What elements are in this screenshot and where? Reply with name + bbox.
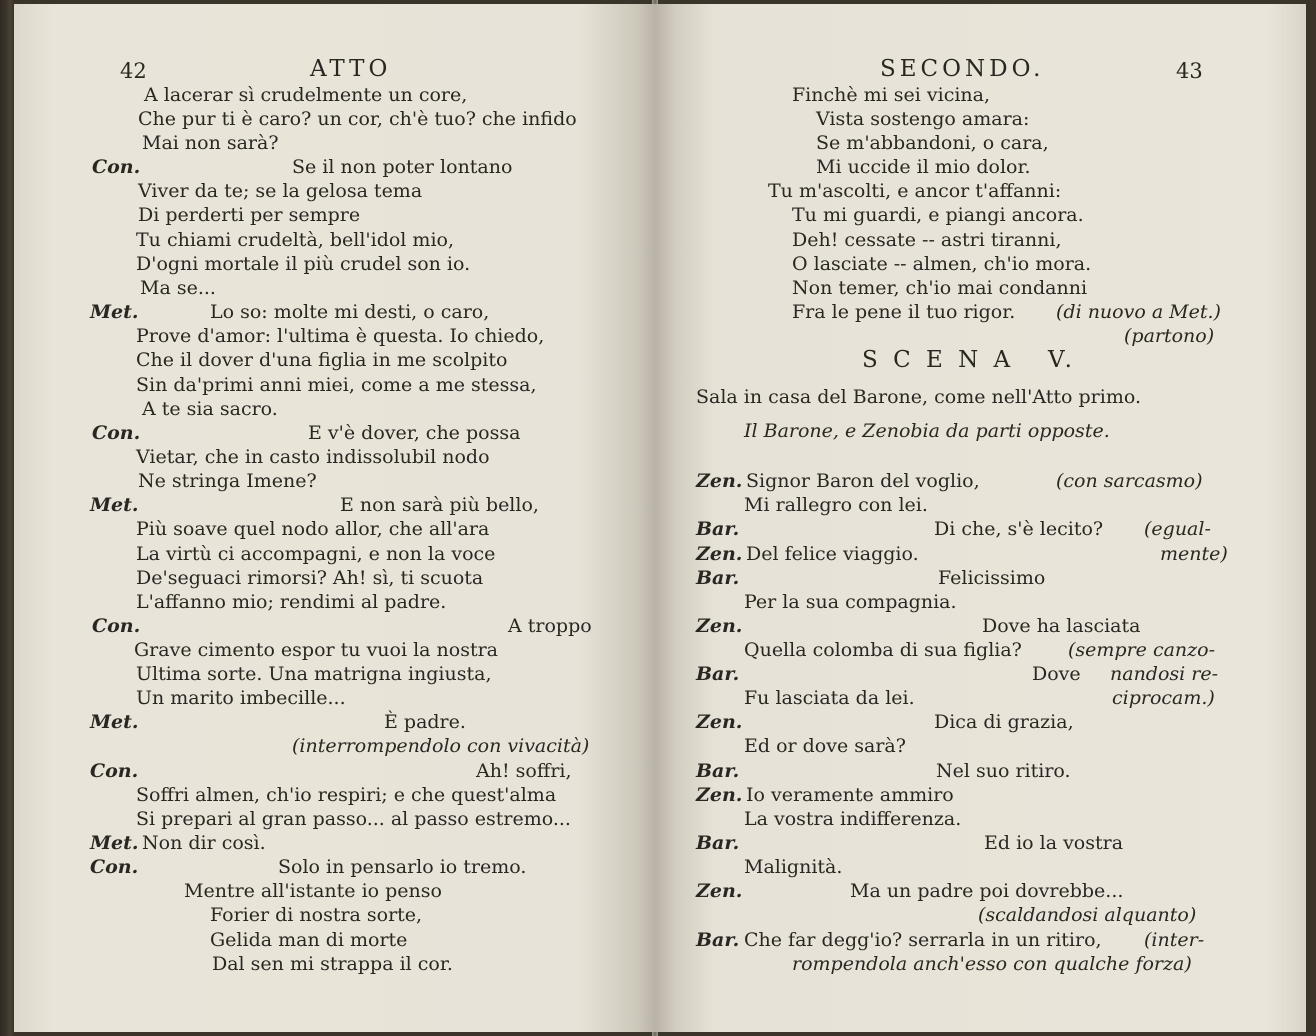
- verse-line: Per la sua compagnia.: [744, 591, 957, 613]
- verse-line: Mi rallegro con lei.: [744, 494, 928, 516]
- verse-line: Se il non poter lontano: [292, 156, 513, 178]
- verse-line: Prove d'amor: l'ultima è questa. Io chiedo,: [136, 325, 545, 347]
- verse-line: Mentre all'istante io penso: [184, 880, 442, 902]
- stage-direction: rompendola anch'esso con qualche forza): [792, 953, 1192, 975]
- speaker-label: Bar.: [696, 663, 740, 685]
- verse-line: Tu mi guardi, e piangi ancora.: [792, 204, 1084, 226]
- verse-line: Lo so: molte mi desti, o caro,: [210, 301, 490, 323]
- verse-line: Felicissimo: [938, 567, 1046, 589]
- verse-line: Non dir così.: [142, 832, 266, 854]
- verse-line: Non temer, ch'io mai condanni: [792, 277, 1088, 299]
- stage-direction: nandosi re-: [1110, 663, 1219, 685]
- scene-heading: S C E N A V.: [862, 347, 1076, 373]
- verse-line: E non sarà più bello,: [340, 494, 539, 516]
- speaker-label: Con.: [92, 422, 141, 444]
- speaker-label: Bar.: [696, 518, 740, 540]
- verse-line: Più soave quel nodo allor, che all'ara: [136, 518, 490, 540]
- stage-direction: (di nuovo a Met.): [1056, 301, 1221, 323]
- verse-line: Del felice viaggio.: [746, 543, 919, 565]
- verse-line: Tu chiami crudeltà, bell'idol mio,: [136, 229, 454, 251]
- verse-line: E v'è dover, che possa: [308, 422, 521, 444]
- verse-line: Di che, s'è lecito?: [934, 518, 1104, 540]
- verse-line: Ultima sorte. Una matrigna ingiusta,: [136, 663, 492, 685]
- verse-line: Dove: [1032, 663, 1081, 685]
- verse-line: Dal sen mi strappa il cor.: [212, 953, 453, 975]
- verse-line: Vista sostengo amara:: [816, 108, 1030, 130]
- verse-line: Ma se...: [140, 277, 216, 299]
- verse-line: Quella colomba di sua figlia?: [744, 639, 1022, 661]
- speaker-label: Con.: [92, 156, 141, 178]
- verse-line: Fra le pene il tuo rigor.: [792, 301, 1016, 323]
- speaker-label: Zen.: [696, 543, 743, 565]
- verse-line: D'ogni mortale il più crudel son io.: [136, 253, 471, 275]
- verse-line: Vietar, che in casto indissolubil nodo: [136, 446, 490, 468]
- scene-setting: Sala in casa del Barone, come nell'Atto primo.: [696, 386, 1141, 408]
- stage-direction: Il Barone, e Zenobia da parti opposte.: [744, 420, 1110, 442]
- speaker-label: Met.: [90, 832, 139, 854]
- verse-line: Sin da'primi anni miei, come a me stessa,: [136, 374, 537, 396]
- speaker-label: Zen.: [696, 880, 743, 902]
- verse-line: La vostra indifferenza.: [744, 808, 962, 830]
- verse-line: Ah! soffri,: [476, 760, 572, 782]
- verse-line: Grave cimento espor tu vuoi la nostra: [134, 639, 499, 661]
- verse-line: Che il dover d'una figlia in me scolpito: [136, 349, 508, 371]
- verse-line: Dica di grazia,: [934, 711, 1074, 733]
- verse-line: Un marito imbecille...: [136, 687, 346, 709]
- verse-line: Nel suo ritiro.: [936, 760, 1071, 782]
- right-page: [656, 4, 1306, 1032]
- verse-line: Gelida man di morte: [210, 929, 408, 951]
- stage-direction: (interrompendolo con vivacità): [292, 735, 590, 757]
- running-header: ATTO: [310, 56, 392, 82]
- verse-line: Mai non sarà?: [142, 132, 279, 154]
- verse-line: Che pur ti è caro? un cor, ch'è tuo? che infido: [138, 108, 577, 130]
- speaker-label: Zen.: [696, 784, 743, 806]
- verse-line: Che far degg'io? serrarla in un ritiro,: [744, 929, 1102, 951]
- page-number: 43: [1176, 59, 1203, 83]
- speaker-label: Met.: [90, 711, 139, 733]
- left-page: [14, 4, 656, 1032]
- running-header: SECONDO.: [880, 56, 1045, 82]
- stage-direction: (scaldandosi alquanto): [978, 904, 1197, 926]
- verse-line: A te sia sacro.: [142, 398, 278, 420]
- verse-line: A lacerar sì crudelmente un core,: [144, 84, 468, 106]
- speaker-label: Met.: [90, 301, 139, 323]
- verse-line: Fu lasciata da lei.: [744, 687, 915, 709]
- verse-line: Di perderti per sempre: [138, 204, 361, 226]
- verse-line: Signor Baron del voglio,: [746, 470, 980, 492]
- verse-line: A troppo: [508, 615, 592, 637]
- speaker-label: Con.: [90, 760, 139, 782]
- stage-direction: ciprocam.): [1112, 687, 1215, 709]
- stage-direction: (inter-: [1144, 929, 1205, 951]
- speaker-label: Bar.: [696, 832, 740, 854]
- speaker-label: Bar.: [696, 929, 740, 951]
- verse-line: Ma un padre poi dovrebbe...: [850, 880, 1124, 902]
- verse-line: Se m'abbandoni, o cara,: [816, 132, 1049, 154]
- verse-line: Ne stringa Imene?: [138, 470, 317, 492]
- speaker-label: Con.: [90, 856, 139, 878]
- speaker-label: Zen.: [696, 711, 743, 733]
- stage-direction: (egual-: [1144, 518, 1211, 540]
- verse-line: L'affanno mio; rendimi al padre.: [136, 591, 447, 613]
- speaker-label: Zen.: [696, 615, 743, 637]
- verse-line: Ed io la vostra: [984, 832, 1124, 854]
- verse-line: Forier di nostra sorte,: [210, 904, 423, 926]
- stage-direction: mente): [1160, 543, 1228, 565]
- verse-line: È padre.: [384, 711, 466, 733]
- verse-line: Mi uccide il mio dolor.: [816, 156, 1031, 178]
- verse-line: Soffri almen, ch'io respiri; e che quest'alma: [136, 784, 557, 806]
- stage-direction: (partono): [1124, 325, 1215, 347]
- verse-line: Solo in pensarlo io tremo.: [278, 856, 527, 878]
- speaker-label: Bar.: [696, 567, 740, 589]
- verse-line: Deh! cessate -- astri tiranni,: [792, 229, 1062, 251]
- verse-line: Dove ha lasciata: [982, 615, 1141, 637]
- stage-direction: (con sarcasmo): [1056, 470, 1203, 492]
- verse-line: De'seguaci rimorsi? Ah! sì, ti scuota: [136, 567, 484, 589]
- verse-line: Si prepari al gran passo... al passo estremo...: [136, 808, 571, 830]
- speaker-label: Zen.: [696, 470, 743, 492]
- page-number: 42: [120, 59, 147, 83]
- speaker-label: Con.: [92, 615, 141, 637]
- verse-line: O lasciate -- almen, ch'io mora.: [792, 253, 1092, 275]
- verse-line: Finchè mi sei vicina,: [792, 84, 991, 106]
- verse-line: Tu m'ascolti, e ancor t'affanni:: [768, 180, 1062, 202]
- verse-line: La virtù ci accompagni, e non la voce: [136, 543, 496, 565]
- verse-line: Ed or dove sarà?: [744, 735, 906, 757]
- speaker-label: Met.: [90, 494, 139, 516]
- verse-line: Io veramente ammiro: [746, 784, 954, 806]
- verse-line: Malignità.: [744, 856, 843, 878]
- stage-direction: (sempre canzo-: [1068, 639, 1216, 661]
- verse-line: Viver da te; se la gelosa tema: [138, 180, 423, 202]
- speaker-label: Bar.: [696, 760, 740, 782]
